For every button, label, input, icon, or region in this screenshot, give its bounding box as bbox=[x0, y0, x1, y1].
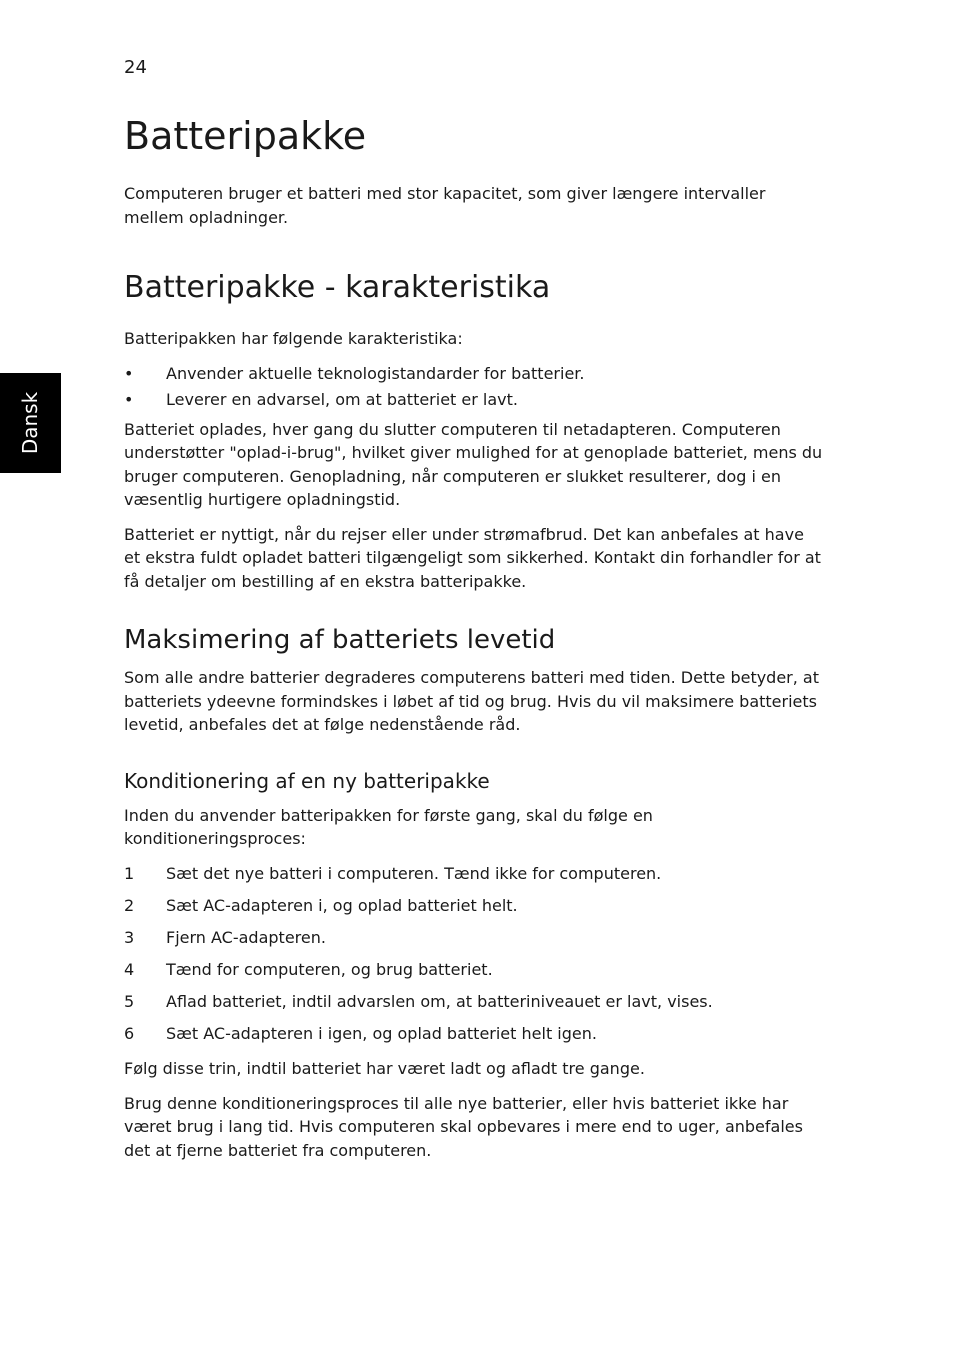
list-item bbox=[124, 1022, 824, 1046]
step-text: Fjern AC-adapteren. bbox=[166, 927, 326, 947]
list-item-text: Anvender aktuelle teknologistandarder for batterier. bbox=[166, 363, 585, 383]
list-item bbox=[124, 862, 824, 886]
step-number: 3 bbox=[124, 927, 135, 947]
step-text: Aflad batteriet, indtil advarslen om, at batteriniveauet er lavt, vises. bbox=[166, 991, 713, 1011]
intro-paragraph: Computeren bruger et batteri med stor kapacitet, som giver længere intervaller mellem opladninger. bbox=[124, 184, 766, 227]
list-item bbox=[124, 894, 824, 918]
subsection-heading-conditioning: Konditionering af en ny batteripakke bbox=[124, 768, 490, 793]
language-tab-label: Dansk bbox=[18, 391, 42, 455]
conditioning-steps bbox=[124, 862, 824, 1046]
step-number: 4 bbox=[124, 959, 135, 979]
page-number: 24 bbox=[124, 57, 147, 78]
step-number: 1 bbox=[124, 863, 135, 883]
bullet-icon: • bbox=[124, 363, 134, 383]
storage-paragraph: Brug denne konditioneringsproces til alle nye batterier, eller hvis batteriet ikke har været brug i lang tid. Hvis computeren skal opbevares i mere end to uger, anbefales det at fjerne batteriet fra computeren. bbox=[124, 1093, 803, 1160]
list-item bbox=[124, 990, 824, 1014]
page-content bbox=[124, 110, 824, 1173]
step-number: 2 bbox=[124, 895, 135, 915]
list-item bbox=[124, 388, 824, 412]
step-text: Tænd for computeren, og brug batteriet. bbox=[166, 959, 493, 979]
section-heading-characteristics: Batteripakke - karakteristika bbox=[124, 270, 551, 305]
list-item bbox=[124, 362, 824, 386]
section-heading-maximize: Maksimering af batteriets levetid bbox=[124, 625, 556, 655]
repeat-paragraph: Følg disse trin, indtil batteriet har været ladt og afladt tre gange. bbox=[124, 1059, 645, 1078]
charging-paragraph: Batteriet oplades, hver gang du slutter computeren til netadapteren. Computeren understøtter "oplad-i-brug", hvilket giver mulighed for at genoplade batteriet, mens du bruger computeren. Genopladning, når computeren er slukket resulterer, dog i en væsentlig hurtigere opladningstid. bbox=[124, 419, 823, 509]
page-title: Batteripakke bbox=[124, 114, 367, 158]
step-number: 5 bbox=[124, 991, 135, 1011]
list-item bbox=[124, 926, 824, 950]
step-text: Sæt AC-adapteren i, og oplad batteriet helt. bbox=[166, 895, 518, 915]
language-tab bbox=[0, 373, 61, 473]
spare-battery-paragraph: Batteriet er nyttigt, når du rejser eller under strømafbrud. Det kan anbefales at have et ekstra fuldt opladet batteri tilgængeligt som sikkerhed. Kontakt din forhandler for at få detaljer om bestilling af en ekstra batteripakke. bbox=[124, 524, 821, 591]
step-text: Sæt AC-adapteren i igen, og oplad batteriet helt igen. bbox=[166, 1023, 597, 1043]
characteristics-lead: Batteripakken har følgende karakteristika: bbox=[124, 329, 463, 348]
characteristics-list bbox=[124, 362, 824, 412]
step-number: 6 bbox=[124, 1023, 135, 1043]
bullet-icon: • bbox=[124, 390, 134, 409]
step-text: Sæt det nye batteri i computeren. Tænd ikke for computeren. bbox=[166, 863, 662, 883]
maximize-paragraph: Som alle andre batterier degraderes computerens batteri med tiden. Dette betyder, at batteriets ydeevne formindskes i løbet af tid og brug. Hvis du vil maksimere batteriets levetid, anbefales det at følge nedenstående råd. bbox=[124, 668, 820, 734]
list-item-text: Leverer en advarsel, om at batteriet er lavt. bbox=[166, 390, 518, 409]
list-item bbox=[124, 958, 824, 982]
conditioning-lead: Inden du anvender batteripakken for første gang, skal du følge en konditioneringsproces: bbox=[124, 805, 653, 848]
